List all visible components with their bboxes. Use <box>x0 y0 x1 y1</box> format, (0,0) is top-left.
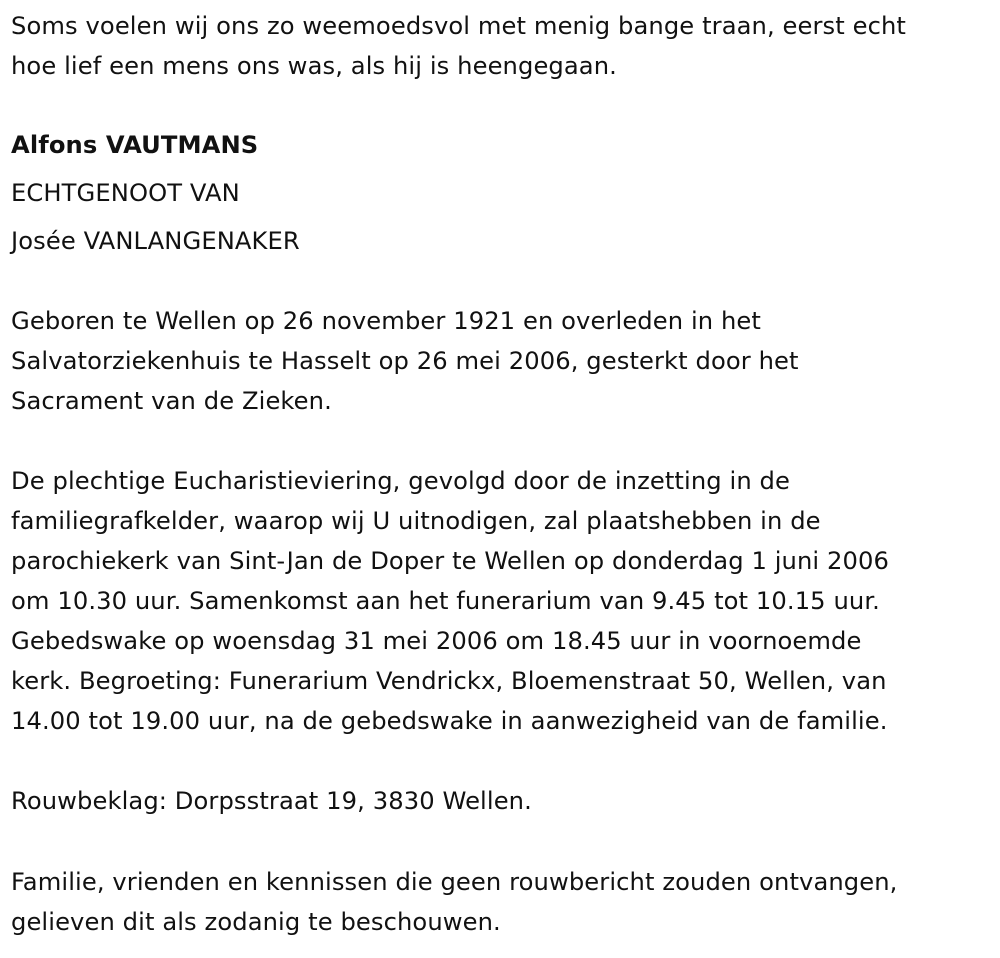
birth-death-line: Salvatorziekenhuis te Hasselt op 26 mei 2006, gesterkt door het <box>11 347 799 375</box>
ceremony-line: om 10.30 uur. Samenkomst aan het funerarium van 9.45 tot 10.15 uur. <box>11 587 880 615</box>
spouse-name: Josée VANLANGENAKER <box>11 227 300 255</box>
poem-line: hoe lief een mens ons was, als hij is heengegaan. <box>11 52 617 80</box>
closing-line: Familie, vrienden en kennissen die geen rouwbericht zouden ontvangen, <box>11 868 898 896</box>
relation-label: ECHTGENOOT VAN <box>11 179 240 207</box>
birth-death-line: Geboren te Wellen op 26 november 1921 en overleden in het <box>11 307 761 335</box>
ceremony-line: familiegrafkelder, waarop wij U uitnodigen, zal plaatshebben in de <box>11 507 821 535</box>
ceremony-line: parochiekerk van Sint-Jan de Doper te Wellen op donderdag 1 juni 2006 <box>11 547 889 575</box>
ceremony-line: 14.00 tot 19.00 uur, na de gebedswake in aanwezigheid van de familie. <box>11 707 888 735</box>
poem-line: Soms voelen wij ons zo weemoedsvol met menig bange traan, eerst echt <box>11 12 907 40</box>
closing-line: gelieven dit als zodanig te beschouwen. <box>11 908 501 936</box>
ceremony-line: kerk. Begroeting: Funerarium Vendrickx, Bloemenstraat 50, Wellen, van <box>11 667 887 695</box>
birth-death-line: Sacrament van de Zieken. <box>11 387 332 415</box>
deceased-name: Alfons VAUTMANS <box>11 131 259 159</box>
ceremony-line: De plechtige Eucharistieviering, gevolgd door de inzetting in de <box>11 467 790 495</box>
condolence-address: Rouwbeklag: Dorpsstraat 19, 3830 Wellen. <box>11 787 532 815</box>
ceremony-line: Gebedswake op woensdag 31 mei 2006 om 18.45 uur in voornoemde <box>11 627 862 655</box>
